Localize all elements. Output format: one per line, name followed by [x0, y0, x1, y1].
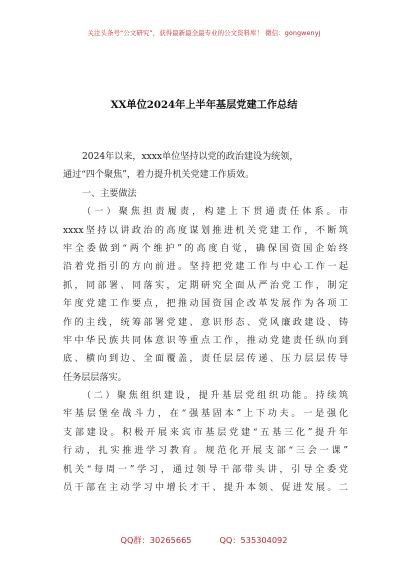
- paragraph-line: 牢中华民族共同体意识等重点工作，推动党建责任纵向到: [63, 335, 348, 346]
- subsection-heading: （二）聚焦组织建设，提升基层党组织功能。持续筑: [82, 391, 348, 402]
- section-heading: 一、主要做法: [82, 188, 137, 199]
- paragraph-line: xxxx坚持以讲政治的高度谋划推进机关党建工作，不断筑: [63, 225, 348, 236]
- promo-banner: 关注头条号“公文研究”，获得最新最全最专业的公文资料库！ 微信：gongwenyj: [87, 29, 321, 37]
- paragraph-line: 底、横向到边、全面覆盖，责任层层传递、压力层层传导: [63, 354, 348, 365]
- contact-footer: [0, 535, 408, 546]
- paragraph-line: 员干部在主动学习中增长才干、提升本领、促进发展。二: [63, 483, 348, 494]
- paragraph-line: 机关“每周一”学习，通过领导干部带头讲，引导全委党: [63, 464, 348, 475]
- document-title: XX单位2024年上半年基层党建工作总结: [110, 99, 298, 111]
- paragraph-line: 任务层层落实。: [63, 372, 127, 383]
- paragraph-line: 作的主线，统筹部署党建、意识形态、党风廉政建设、铸: [63, 317, 348, 328]
- paragraph-line: 2024年以来，xxxx单位坚持以党的政治建设为统领，: [82, 152, 299, 162]
- paragraph-line: 年度党建工作要点，把推动国资国企改革发展作为各项工: [63, 299, 348, 310]
- paragraph-line: 通过“四个聚焦”，着力提升机关党建工作质效。: [63, 170, 255, 181]
- paragraph-line: 抓，同部署、同落实，定期研究全面从严治党工作，制定: [63, 280, 348, 291]
- paragraph-line: 行动，扎实推进学习教育。规范化开展支部“三会一课”: [63, 446, 348, 457]
- paragraph-line: 牢基层堡垒战斗力，在“强基固本”上下功夫。一是强化: [63, 409, 348, 420]
- qq-group-number: QQ群：30265665: [120, 535, 192, 545]
- document-body: [63, 148, 348, 497]
- paragraph-line: 牢全委做到“两个维护”的高度自觉，确保国资国企始终: [63, 243, 348, 254]
- subsection-heading: （一）聚焦担责履责，构建上下贯通责任体系。市: [82, 207, 348, 218]
- qq-number: QQ：535304092: [219, 535, 288, 545]
- paragraph-line: 支部建设。积极开展来宾市基层党建“五基三化”提升年: [63, 427, 348, 438]
- paragraph-line: 沿着党指引的方向前进。坚持把党建工作与中心工作一起: [63, 262, 348, 273]
